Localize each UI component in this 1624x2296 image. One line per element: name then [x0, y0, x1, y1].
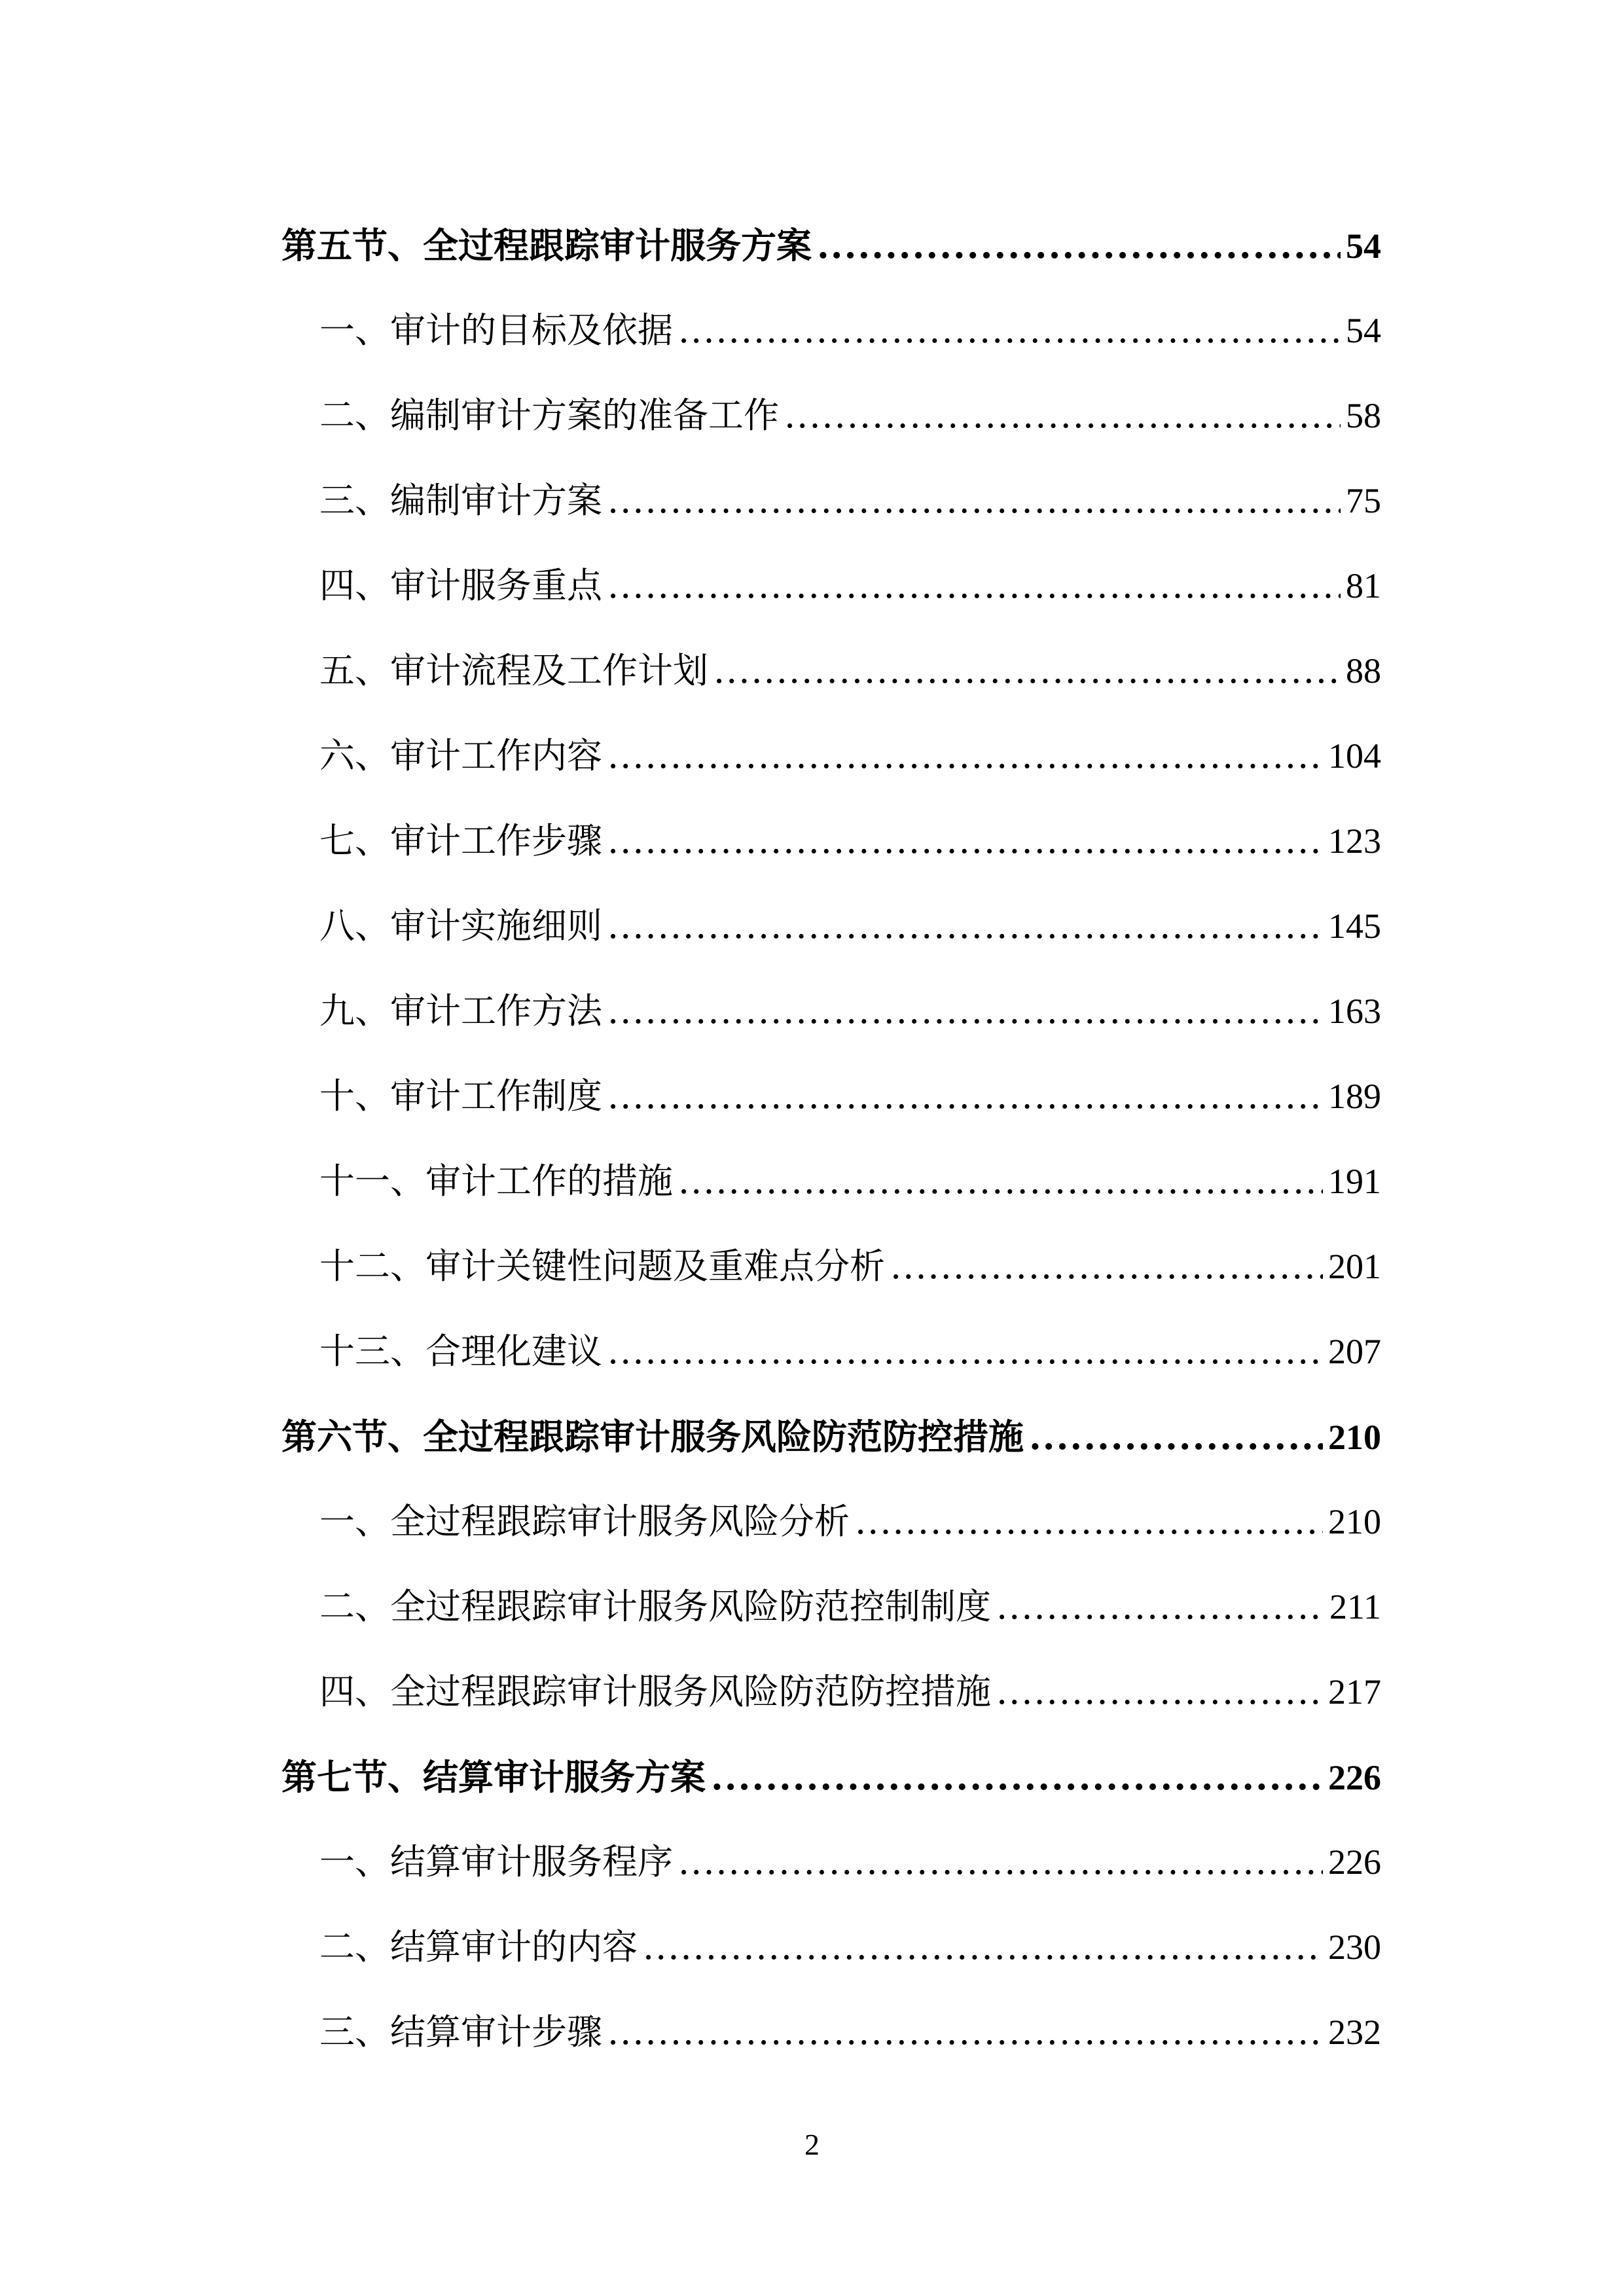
toc-entry[interactable]	[281, 288, 1381, 373]
toc-dot-leader	[678, 1139, 1323, 1224]
toc-entry-page: 226	[1328, 1758, 1381, 1797]
toc-dot-leader	[607, 1990, 1323, 2075]
toc-dot-leader	[713, 628, 1341, 713]
toc-entry[interactable]	[281, 969, 1381, 1054]
toc-entry-page: 217	[1328, 1672, 1381, 1712]
toc-entry[interactable]	[281, 798, 1381, 884]
toc-dot-leader	[711, 1734, 1323, 1820]
toc-entry-page: 230	[1328, 1928, 1381, 1967]
toc-entry[interactable]	[281, 1139, 1381, 1224]
toc-entry-page: 81	[1346, 566, 1381, 605]
toc-entry[interactable]	[281, 203, 1381, 288]
toc-dot-leader	[817, 203, 1341, 288]
toc-entry-page: 54	[1346, 226, 1381, 266]
toc-entry-page: 201	[1328, 1247, 1381, 1286]
toc-entry[interactable]	[281, 713, 1381, 798]
toc-entry[interactable]	[281, 1564, 1381, 1649]
toc-entry-title: 十一、审计工作的措施	[319, 1160, 673, 1202]
toc-entry-title: 第六节、全过程跟踪审计服务风险防范防控措施	[281, 1416, 1024, 1458]
toc-entry[interactable]	[281, 884, 1381, 969]
toc-dot-leader	[678, 288, 1341, 373]
toc-dot-leader	[607, 1309, 1323, 1394]
toc-entry-title: 一、全过程跟踪审计服务风险分析	[319, 1501, 850, 1542]
toc-dot-leader	[607, 798, 1323, 884]
toc-entry-page: 54	[1346, 311, 1381, 350]
toc-entry-page: 163	[1328, 992, 1381, 1031]
toc-dot-leader	[643, 1905, 1323, 1990]
toc-dot-leader	[855, 1479, 1323, 1564]
toc-entry-title: 三、编制审计方案	[319, 480, 602, 521]
toc-entry-page: 232	[1328, 2013, 1381, 2052]
toc-entry[interactable]	[281, 1734, 1381, 1820]
toc-entry-title: 一、审计的目标及依据	[319, 310, 673, 351]
toc-entry[interactable]	[281, 1905, 1381, 1990]
toc-dot-leader	[678, 1820, 1323, 1905]
toc-entry-title: 四、全过程跟踪审计服务风险防范防控措施	[319, 1671, 991, 1712]
toc-entry[interactable]	[281, 628, 1381, 713]
toc-dot-leader	[996, 1564, 1324, 1649]
toc-entry-title: 十二、审计关键性问题及重难点分析	[319, 1246, 885, 1287]
toc-entry-page: 88	[1346, 651, 1381, 691]
toc-entry-title: 三、结算审计步骤	[319, 2011, 602, 2053]
toc-entry[interactable]	[281, 1054, 1381, 1139]
toc-dot-leader	[607, 458, 1341, 543]
toc-entry-page: 123	[1328, 821, 1381, 861]
toc-entry-title: 八、审计实施细则	[319, 905, 602, 946]
toc-entry[interactable]	[281, 1649, 1381, 1734]
toc-entry-page: 189	[1328, 1077, 1381, 1116]
toc-entry[interactable]	[281, 1309, 1381, 1394]
toc-dot-leader	[1029, 1394, 1323, 1479]
toc-entry[interactable]	[281, 373, 1381, 458]
toc-entry-page: 226	[1328, 1842, 1381, 1882]
toc-entry-title: 二、编制审计方案的准备工作	[319, 395, 779, 436]
toc-entry[interactable]	[281, 1394, 1381, 1479]
toc-dot-leader	[784, 373, 1341, 458]
toc-entry[interactable]	[281, 1224, 1381, 1309]
toc-dot-leader	[607, 969, 1323, 1054]
toc-entry-title: 二、全过程跟踪审计服务风险防范控制制度	[319, 1586, 991, 1627]
toc-entry-page: 207	[1328, 1332, 1381, 1371]
toc-entry-page: 191	[1328, 1162, 1381, 1201]
toc-entry[interactable]	[281, 1479, 1381, 1564]
toc-dot-leader	[607, 713, 1323, 798]
toc-entry-title: 十、审计工作制度	[319, 1075, 602, 1117]
toc-entry-page: 75	[1346, 481, 1381, 520]
toc-entry-title: 四、审计服务重点	[319, 565, 602, 606]
toc-entry-title: 二、结算审计的内容	[319, 1926, 638, 1967]
toc-entry-title: 六、审计工作内容	[319, 735, 602, 776]
toc-entry-page: 104	[1328, 736, 1381, 776]
table-of-contents	[281, 203, 1381, 2075]
toc-dot-leader	[996, 1649, 1323, 1734]
toc-dot-leader	[607, 543, 1341, 628]
page-number: 2	[804, 2128, 820, 2161]
toc-entry[interactable]	[281, 1820, 1381, 1905]
toc-entry-title: 九、审计工作方法	[319, 990, 602, 1031]
toc-entry-page: 210	[1328, 1418, 1381, 1457]
toc-dot-leader	[890, 1224, 1323, 1309]
toc-entry-page: 210	[1328, 1502, 1381, 1541]
toc-entry-title: 五、审计流程及工作计划	[319, 650, 708, 691]
toc-dot-leader	[607, 1054, 1323, 1139]
toc-entry-title: 十三、合理化建议	[319, 1331, 602, 1372]
toc-dot-leader	[607, 884, 1323, 969]
toc-entry-page: 145	[1328, 906, 1381, 946]
toc-entry-title: 第五节、全过程跟踪审计服务方案	[281, 224, 812, 266]
toc-entry-title: 一、结算审计服务程序	[319, 1841, 673, 1882]
toc-entry[interactable]	[281, 543, 1381, 628]
toc-entry[interactable]	[281, 458, 1381, 543]
toc-entry-title: 七、审计工作步骤	[319, 820, 602, 861]
toc-entry-page: 58	[1346, 396, 1381, 435]
toc-entry-title: 第七节、结算审计服务方案	[281, 1756, 706, 1798]
toc-entry[interactable]	[281, 1990, 1381, 2075]
toc-entry-page: 211	[1329, 1587, 1381, 1626]
